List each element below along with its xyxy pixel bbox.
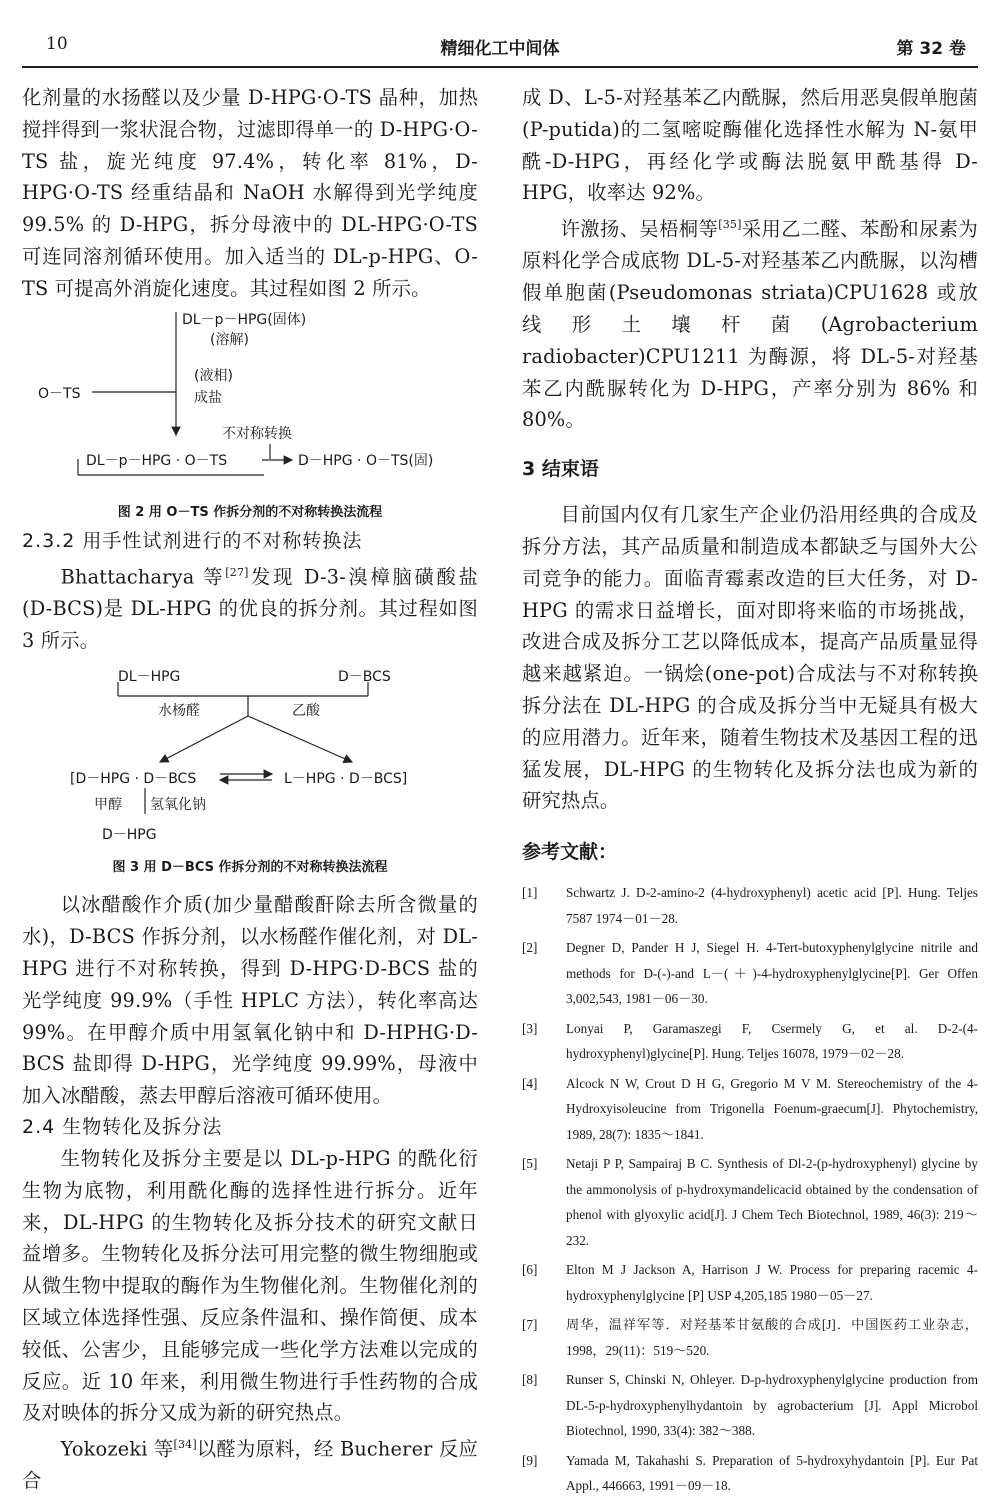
author-name: 许激扬、吴梧桐等 — [560, 217, 719, 241]
reference-number: [6] — [522, 1262, 538, 1278]
fig3-right-salt: L－HPG · D－BCS] — [284, 771, 408, 788]
fig2-mid-label2: 成盐 — [194, 389, 222, 406]
page-header — [0, 28, 1000, 64]
reference-text: Yamada M, Takahashi S. Preparation of 5-hydroxyhydantoin [P]. Eur Pat Appl., 446663, 1991－09－18. — [566, 1452, 978, 1494]
reference-item — [522, 1151, 978, 1253]
paragraph — [22, 557, 478, 657]
paragraph-text: 发现 D-3-溴樟脑磺酸盐(D-BCS)是 DL-HPG 的优良的拆分剂。其过程如图 3 所示。 — [22, 565, 478, 652]
author-name: Yokozeki 等 — [60, 1437, 174, 1461]
page-number: 10 — [46, 34, 68, 54]
reference-item — [522, 1312, 978, 1363]
figure-2 — [22, 307, 478, 497]
paragraph — [522, 209, 978, 436]
fig2-conv-label: 不对称转换 — [222, 425, 292, 442]
reference-item — [522, 1448, 978, 1499]
section-2-4-heading: 2.4 生物转化及拆分法 — [22, 1115, 223, 1138]
fig3-naoh: 氢氧化钠 — [150, 797, 206, 814]
reference-number: [9] — [522, 1452, 538, 1468]
right-column — [522, 82, 978, 1503]
section-3-heading: 3 结束语 — [522, 458, 599, 481]
reference-number: [2] — [522, 940, 538, 956]
fig2-bottom-left: DL－p－HPG · O－TS — [86, 452, 228, 469]
reference-text: Alcock N W, Crout D H G, Gregorio M V M. Stereochemistry of the 4-Hydroxyisoleucine from Trigonella Foenum-graecum[J]. Phytochemistry, 1989, 28(7): 1835～1841. — [566, 1075, 978, 1142]
reference-list — [522, 880, 978, 1499]
paragraph-text: 采用乙二醛、苯酚和尿素为原料化学合成底物 DL-5-对羟基苯乙内酰脲，以沟槽假单胞菌(Pseudomonas striata)CPU1628 或放线形土壤杆菌(Agrobacterium radiobacter)CPU1211 为酶源，将 DL-5-对羟基苯乙内酰脲转化为 D-HPG，产率分别为 86% 和 80%。 — [522, 217, 978, 432]
figure-3-diagram — [22, 664, 478, 852]
figure-3 — [22, 664, 478, 852]
fig3-methanol: 甲醇 — [94, 797, 122, 814]
paragraph: 目前国内仅有几家生产企业仍沿用经典的合成及拆分方法，其产品质量和制造成本都缺乏与国外大公司竞争的能力。面临青霉素改造的巨大任务，对 D-HPG 的需求日益增长，面对即将来临的市场挑战，改进合成及拆分工艺以降低成本，提高产品质量显得越来越紧迫。一锅烩(one-pot)合成法与不对称转换拆分法在 DL-HPG 的合成及拆分当中无疑具有极大的应用潜力。近年来，随着生物技术及基因工程的迅猛发展，DL-HPG 的生物转化及拆分法也成为新的研究热点。 — [522, 503, 978, 813]
fig3-salicyl: 水杨醛 — [158, 703, 200, 720]
reference-item — [522, 1016, 978, 1067]
paragraph: 化剂量的水扬醛以及少量 D-HPG·O-TS 晶种，加热搅拌得到一浆状混合物，过滤即得单一的 D-HPG·O-TS 盐，旋光纯度 97.4%，转化率 81%，D-HPG·O-TS 经重结晶和 NaOH 水解得到光学纯度 99.5% 的 D-HPG，拆分母液中的 DL-HPG·O-TS 可连同溶剂循环使用。加入适当的 DL-p-HPG、O-TS 可提高外消旋化速度。其过程如图 2 所示。 — [22, 86, 478, 300]
header-rule — [22, 66, 978, 68]
paragraph: 成 D、L-5-对羟基苯乙内酰脲，然后用恶臭假单胞菌(P-putida)的二氢嘧啶酶催化选择性水解为 N-氨甲酰-D-HPG，再经化学或酶法脱氨甲酰基得 D-HPG，收率达 92%。 — [522, 86, 978, 205]
volume-label: 第 32 卷 — [896, 39, 966, 59]
reference-number: [4] — [522, 1075, 538, 1091]
reference-item — [522, 935, 978, 1012]
paragraph: 生物转化及拆分主要是以 DL-p-HPG 的酰化衍生物为底物，利用酰化酶的选择性进行拆分。近年来，DL-HPG 的生物转化及拆分技术的研究文献日益增多。生物转化及拆分法可用完整的微生物细胞或从微生物中提取的酶作为生物催化剂。生物催化剂的区域立体选择性强、反应条件温和、操作简便、成本较低、公害少，且能够完成一些化学方法难以完成的反应。近 10 年来，利用微生物进行手性药物的合成及对映体的拆分又成为新的研究热点。 — [22, 1146, 478, 1425]
paragraph: 以冰醋酸作介质(加少量醋酸酐除去所含微量的水)，D-BCS 作拆分剂，以水杨醛作催化剂，对 DL-HPG 进行不对称转换，得到 D-HPG·D-BCS 盐的光学纯度 99.9%（手性 HPLC 方法），转化率高达 99%。在甲醇介质中用氢氧化钠中和 D-HPHG·D-BCS 盐即得 D-HPG，光学纯度 99.99%，母液中加入冰醋酸，蒸去甲醇后溶液可循环使用。 — [22, 893, 478, 1108]
reference-number: [5] — [522, 1156, 538, 1172]
paragraph-text: 以醛为原料，经 Bucherer 反应合 — [22, 1437, 478, 1493]
reference-text: 周华，温祥军等．对羟基苯甘氨酸的合成[J]．中国医药工业杂志，1998，29(11)：519～520. — [566, 1317, 978, 1358]
figure-3-caption: 图 3 用 D－BCS 作拆分剂的不对称转换法流程 — [112, 860, 388, 876]
citation: [27] — [225, 565, 249, 579]
reference-text: Elton M J Jackson A, Harrison J W. Process for preparing racemic 4-hydroxyphenylglycine [P] USP 4,205,185 1980－05－27. — [566, 1262, 978, 1303]
reference-text: Schwartz J. D-2-amino-2 (4-hydroxyphenyl) acetic acid [P]. Hung. Teljes 7587 1974－01－28. — [566, 885, 978, 926]
journal-title: 精细化工中间体 — [440, 39, 560, 59]
citation: [35] — [718, 218, 742, 232]
reference-item — [522, 1071, 978, 1148]
paragraph — [22, 1429, 478, 1497]
reference-text: Netaji P P, Sampairaj B C. Synthesis of Dl-2-(p-hydroxyphenyl) glycine by the ammonolysis of p-hydroxymandelicacid obtained by the condensation of phenol with glyoxylic acid[J]. J Chem Tech Biotechnol, 1989, 46(3): 219～232. — [566, 1156, 978, 1248]
reference-text: Runser S, Chinski N, Ohleyer. D-p-hydroxyphenylglycine production from DL-5-p-hydroxyphenylhydantoin by agrobacterium [J]. Appl Microbol Biotechnol, 1990, 33(4): 382～388. — [566, 1372, 978, 1439]
reference-item — [522, 1367, 978, 1444]
reference-item — [522, 1257, 978, 1308]
left-column — [22, 82, 478, 1497]
fig2-top-label: DL－p－HPG(固体) — [182, 311, 307, 328]
fig2-mid-label1: (液相) — [194, 367, 233, 384]
author-name: Bhattacharya 等 — [60, 565, 226, 588]
fig3-dl-hpg: DL－HPG — [118, 669, 181, 686]
fig2-left-label: O－TS — [38, 385, 81, 402]
reference-number: [3] — [522, 1020, 538, 1036]
fig3-d-hpg: D－HPG — [102, 827, 157, 844]
section-2-3-2-heading: 2.3.2 用手性试剂进行的不对称转换法 — [22, 529, 363, 552]
figure-2-caption: 图 2 用 O－TS 作拆分剂的不对称转换法流程 — [117, 504, 383, 520]
references-title: 参考文献： — [522, 841, 618, 864]
reference-number: [1] — [522, 885, 538, 901]
fig3-acetic: 乙酸 — [292, 703, 320, 720]
reference-number: [7] — [522, 1317, 538, 1333]
fig3-d-bcs: D－BCS — [338, 669, 391, 686]
reference-text: Degner D, Pander H J, Siegel H. 4-Tert-butoxyphenylglycine nitrile and methods for D-(-)-and L－(＋)-4-hydroxyphenylglycine[P]. Ger Offen 3,002,543, 1981－06－30. — [566, 940, 978, 1007]
reference-item — [522, 880, 978, 931]
fig2-top-sub: (溶解) — [210, 331, 249, 348]
fig2-bottom-right: D－HPG · O－TS(固) — [298, 452, 434, 469]
reference-text: Lonyai P, Garamaszegi F, Csermely G, et al. D-2-(4-hydroxyphenyl)glycine[P]. Hung. Teljes 16078, 1979－02－28. — [566, 1020, 978, 1062]
citation: [34] — [173, 1438, 197, 1452]
reference-number: [8] — [522, 1372, 538, 1388]
fig3-left-salt: [D－HPG · D－BCS — [70, 771, 197, 788]
